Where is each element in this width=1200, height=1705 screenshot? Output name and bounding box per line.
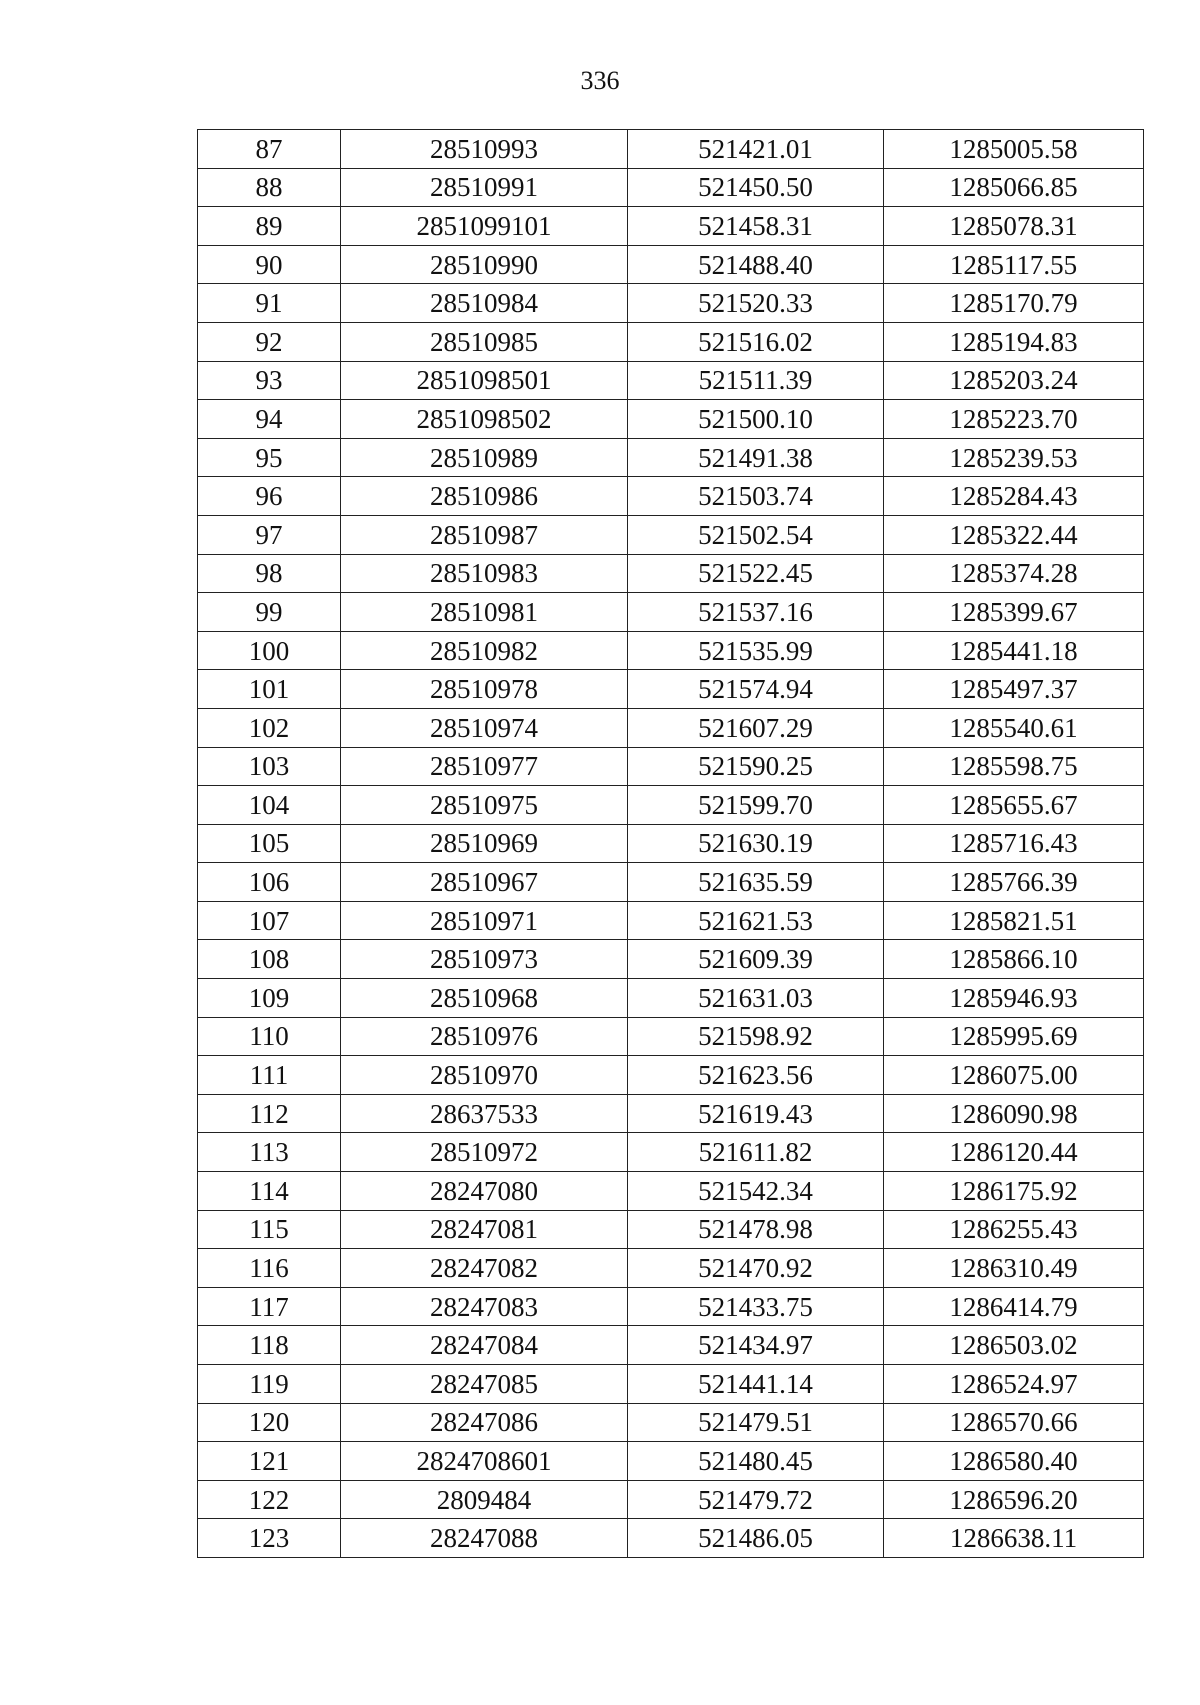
point-id-cell: 28510987 [341,515,628,554]
point-id-cell: 28247085 [341,1365,628,1404]
table-row [198,1017,1144,1056]
table-row [198,322,1144,361]
row-number-cell: 103 [198,747,341,786]
row-number-cell: 121 [198,1442,341,1481]
table-row [198,747,1144,786]
x-coordinate-cell: 521631.03 [628,979,884,1018]
y-coordinate-cell: 1285284.43 [884,477,1144,516]
y-coordinate-cell: 1286596.20 [884,1480,1144,1519]
table-row [198,940,1144,979]
x-coordinate-cell: 521516.02 [628,322,884,361]
y-coordinate-cell: 1285866.10 [884,940,1144,979]
point-id-cell: 28247082 [341,1249,628,1288]
x-coordinate-cell: 521542.34 [628,1172,884,1211]
row-number-cell: 109 [198,979,341,1018]
point-id-cell: 28247083 [341,1287,628,1326]
table-row [198,631,1144,670]
y-coordinate-cell: 1285078.31 [884,207,1144,246]
y-coordinate-cell: 1286255.43 [884,1210,1144,1249]
point-id-cell: 28510974 [341,708,628,747]
table-row [198,1442,1144,1481]
x-coordinate-cell: 521470.92 [628,1249,884,1288]
y-coordinate-cell: 1285821.51 [884,901,1144,940]
x-coordinate-cell: 521607.29 [628,708,884,747]
point-id-cell: 28510984 [341,284,628,323]
y-coordinate-cell: 1285066.85 [884,168,1144,207]
y-coordinate-cell: 1285239.53 [884,438,1144,477]
point-id-cell: 28510993 [341,130,628,169]
x-coordinate-cell: 521450.50 [628,168,884,207]
row-number-cell: 98 [198,554,341,593]
x-coordinate-cell: 521479.72 [628,1480,884,1519]
table-row [198,400,1144,439]
x-coordinate-cell: 521611.82 [628,1133,884,1172]
y-coordinate-cell: 1286580.40 [884,1442,1144,1481]
row-number-cell: 100 [198,631,341,670]
x-coordinate-cell: 521502.54 [628,515,884,554]
row-number-cell: 119 [198,1365,341,1404]
x-coordinate-cell: 521609.39 [628,940,884,979]
row-number-cell: 101 [198,670,341,709]
point-id-cell: 28510981 [341,593,628,632]
x-coordinate-cell: 521619.43 [628,1094,884,1133]
table-row [198,1094,1144,1133]
y-coordinate-cell: 1285540.61 [884,708,1144,747]
x-coordinate-cell: 521537.16 [628,593,884,632]
table-row [198,515,1144,554]
y-coordinate-cell: 1285995.69 [884,1017,1144,1056]
table-row [198,786,1144,825]
table-row [198,1133,1144,1172]
table-row [198,554,1144,593]
row-number-cell: 94 [198,400,341,439]
table-row [198,284,1144,323]
row-number-cell: 97 [198,515,341,554]
point-id-cell: 28510983 [341,554,628,593]
table-row [198,130,1144,169]
point-id-cell: 28510970 [341,1056,628,1095]
point-id-cell: 28510978 [341,670,628,709]
x-coordinate-cell: 521599.70 [628,786,884,825]
point-id-cell: 28247081 [341,1210,628,1249]
x-coordinate-cell: 521478.98 [628,1210,884,1249]
point-id-cell: 2809484 [341,1480,628,1519]
x-coordinate-cell: 521598.92 [628,1017,884,1056]
table-row [198,593,1144,632]
point-id-cell: 28510982 [341,631,628,670]
point-id-cell: 28510976 [341,1017,628,1056]
table-row [198,708,1144,747]
row-number-cell: 116 [198,1249,341,1288]
x-coordinate-cell: 521535.99 [628,631,884,670]
row-number-cell: 107 [198,901,341,940]
row-number-cell: 99 [198,593,341,632]
row-number-cell: 110 [198,1017,341,1056]
y-coordinate-cell: 1286075.00 [884,1056,1144,1095]
row-number-cell: 113 [198,1133,341,1172]
coordinates-table [197,129,1144,1558]
point-id-cell: 2824708601 [341,1442,628,1481]
row-number-cell: 102 [198,708,341,747]
table-row [198,1480,1144,1519]
row-number-cell: 89 [198,207,341,246]
point-id-cell: 28247084 [341,1326,628,1365]
y-coordinate-cell: 1285946.93 [884,979,1144,1018]
page-number: 336 [580,66,620,95]
table-row [198,1249,1144,1288]
x-coordinate-cell: 521421.01 [628,130,884,169]
point-id-cell: 28510977 [341,747,628,786]
x-coordinate-cell: 521503.74 [628,477,884,516]
point-id-cell: 28510969 [341,824,628,863]
x-coordinate-cell: 521511.39 [628,361,884,400]
point-id-cell: 28510971 [341,901,628,940]
row-number-cell: 111 [198,1056,341,1095]
y-coordinate-cell: 1286175.92 [884,1172,1144,1211]
y-coordinate-cell: 1285170.79 [884,284,1144,323]
point-id-cell: 28510991 [341,168,628,207]
row-number-cell: 123 [198,1519,341,1558]
row-number-cell: 96 [198,477,341,516]
table-row [198,1287,1144,1326]
x-coordinate-cell: 521500.10 [628,400,884,439]
table-row [198,245,1144,284]
point-id-cell: 28247080 [341,1172,628,1211]
table-row [198,207,1144,246]
table-row [198,168,1144,207]
y-coordinate-cell: 1285203.24 [884,361,1144,400]
x-coordinate-cell: 521623.56 [628,1056,884,1095]
row-number-cell: 118 [198,1326,341,1365]
row-number-cell: 120 [198,1403,341,1442]
y-coordinate-cell: 1285655.67 [884,786,1144,825]
row-number-cell: 115 [198,1210,341,1249]
coordinates-table-body [198,130,1144,1558]
row-number-cell: 95 [198,438,341,477]
table-row [198,1210,1144,1249]
row-number-cell: 112 [198,1094,341,1133]
x-coordinate-cell: 521635.59 [628,863,884,902]
y-coordinate-cell: 1286310.49 [884,1249,1144,1288]
point-id-cell: 28510985 [341,322,628,361]
row-number-cell: 93 [198,361,341,400]
x-coordinate-cell: 521479.51 [628,1403,884,1442]
y-coordinate-cell: 1286503.02 [884,1326,1144,1365]
x-coordinate-cell: 521491.38 [628,438,884,477]
y-coordinate-cell: 1285194.83 [884,322,1144,361]
table-row [198,1519,1144,1558]
table-row [198,1056,1144,1095]
x-coordinate-cell: 521486.05 [628,1519,884,1558]
x-coordinate-cell: 521574.94 [628,670,884,709]
x-coordinate-cell: 521433.75 [628,1287,884,1326]
row-number-cell: 92 [198,322,341,361]
point-id-cell: 2851098501 [341,361,628,400]
y-coordinate-cell: 1285005.58 [884,130,1144,169]
x-coordinate-cell: 521630.19 [628,824,884,863]
table-row [198,824,1144,863]
table-row [198,1326,1144,1365]
y-coordinate-cell: 1285766.39 [884,863,1144,902]
x-coordinate-cell: 521522.45 [628,554,884,593]
point-id-cell: 28510972 [341,1133,628,1172]
y-coordinate-cell: 1286120.44 [884,1133,1144,1172]
x-coordinate-cell: 521458.31 [628,207,884,246]
point-id-cell: 28510968 [341,979,628,1018]
row-number-cell: 114 [198,1172,341,1211]
x-coordinate-cell: 521434.97 [628,1326,884,1365]
point-id-cell: 28510990 [341,245,628,284]
x-coordinate-cell: 521621.53 [628,901,884,940]
row-number-cell: 108 [198,940,341,979]
y-coordinate-cell: 1285223.70 [884,400,1144,439]
y-coordinate-cell: 1286090.98 [884,1094,1144,1133]
x-coordinate-cell: 521590.25 [628,747,884,786]
point-id-cell: 28510975 [341,786,628,825]
point-id-cell: 28510989 [341,438,628,477]
table-row [198,1403,1144,1442]
x-coordinate-cell: 521488.40 [628,245,884,284]
row-number-cell: 117 [198,1287,341,1326]
y-coordinate-cell: 1285441.18 [884,631,1144,670]
x-coordinate-cell: 521480.45 [628,1442,884,1481]
table-row [198,361,1144,400]
y-coordinate-cell: 1286414.79 [884,1287,1144,1326]
table-row [198,670,1144,709]
table-row [198,477,1144,516]
point-id-cell: 28247088 [341,1519,628,1558]
x-coordinate-cell: 521441.14 [628,1365,884,1404]
table-row [198,863,1144,902]
row-number-cell: 87 [198,130,341,169]
point-id-cell: 28510973 [341,940,628,979]
table-row [198,1172,1144,1211]
table-row [198,979,1144,1018]
row-number-cell: 122 [198,1480,341,1519]
row-number-cell: 90 [198,245,341,284]
point-id-cell: 28510967 [341,863,628,902]
row-number-cell: 106 [198,863,341,902]
y-coordinate-cell: 1285117.55 [884,245,1144,284]
y-coordinate-cell: 1286570.66 [884,1403,1144,1442]
point-id-cell: 28510986 [341,477,628,516]
row-number-cell: 105 [198,824,341,863]
y-coordinate-cell: 1285399.67 [884,593,1144,632]
row-number-cell: 91 [198,284,341,323]
y-coordinate-cell: 1286524.97 [884,1365,1144,1404]
row-number-cell: 88 [198,168,341,207]
y-coordinate-cell: 1286638.11 [884,1519,1144,1558]
row-number-cell: 104 [198,786,341,825]
table-row [198,1365,1144,1404]
table-row [198,901,1144,940]
point-id-cell: 2851099101 [341,207,628,246]
point-id-cell: 28247086 [341,1403,628,1442]
x-coordinate-cell: 521520.33 [628,284,884,323]
y-coordinate-cell: 1285716.43 [884,824,1144,863]
point-id-cell: 2851098502 [341,400,628,439]
table-row [198,438,1144,477]
y-coordinate-cell: 1285374.28 [884,554,1144,593]
y-coordinate-cell: 1285322.44 [884,515,1144,554]
y-coordinate-cell: 1285497.37 [884,670,1144,709]
point-id-cell: 28637533 [341,1094,628,1133]
y-coordinate-cell: 1285598.75 [884,747,1144,786]
